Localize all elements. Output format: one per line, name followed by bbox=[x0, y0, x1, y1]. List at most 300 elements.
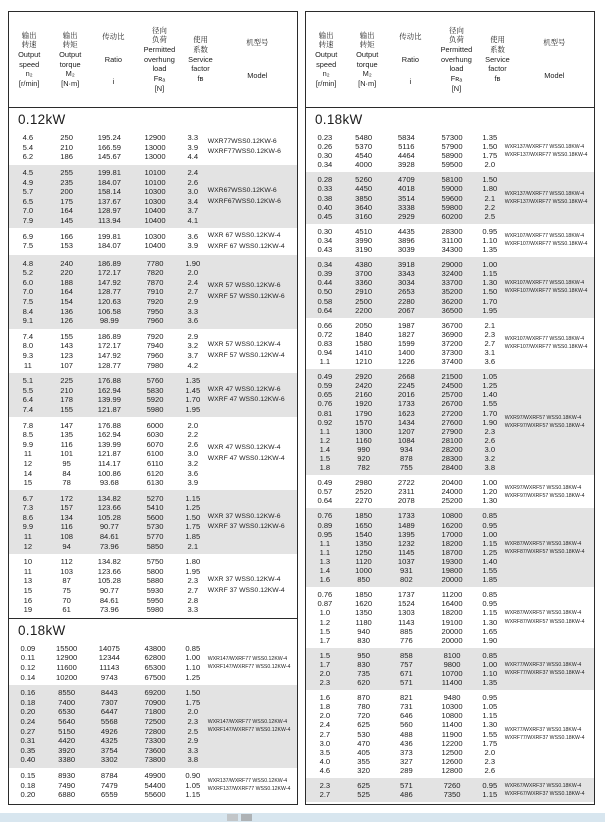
model-label: WXRF97/WXRF57 WSS0.18KW-4 bbox=[504, 492, 585, 499]
rows-group bbox=[306, 260, 505, 315]
cell-overhung-load: 6130 bbox=[146, 478, 164, 488]
table-row bbox=[9, 493, 208, 503]
cell-output-torque: 1570 bbox=[355, 417, 373, 427]
cell-overhung-load: 5270 bbox=[146, 493, 164, 503]
table-row bbox=[306, 133, 505, 142]
header-col-service-factor bbox=[480, 12, 515, 107]
header-line: 输出 bbox=[359, 30, 375, 40]
cell-ratio: 147.92 bbox=[97, 350, 121, 360]
cell-output-speed: 9.1 bbox=[22, 316, 34, 326]
cell-overhung-load: 7920 bbox=[146, 331, 164, 341]
cell-ratio: 186.89 bbox=[97, 258, 121, 268]
cell-output-speed: 0.18 bbox=[20, 697, 36, 707]
cell-overhung-load: 18200 bbox=[441, 608, 463, 618]
cell-service-factor: 1.30 bbox=[482, 617, 498, 627]
model-label: WXR 47 WSS0.12KW-4 bbox=[207, 444, 281, 452]
table-row bbox=[9, 351, 208, 361]
section-title: 0.12kW bbox=[18, 112, 66, 127]
header-line: n₂ bbox=[25, 69, 33, 79]
table-row bbox=[9, 513, 208, 523]
cell-output-torque: 188 bbox=[60, 277, 73, 287]
cell-ratio: 934 bbox=[400, 444, 413, 454]
cell-overhung-load: 35200 bbox=[441, 287, 463, 297]
rows-group bbox=[9, 688, 208, 765]
cell-output-speed: 11 bbox=[23, 532, 32, 542]
cell-service-factor: 3.7 bbox=[187, 350, 199, 360]
cell-output-speed: 0.34 bbox=[317, 235, 333, 245]
cell-ratio: 2016 bbox=[397, 390, 415, 400]
cell-overhung-load: 70900 bbox=[144, 697, 166, 707]
data-block bbox=[9, 554, 297, 618]
table-row bbox=[306, 454, 505, 463]
table-row bbox=[306, 194, 505, 203]
table-row bbox=[306, 227, 505, 236]
header-line: torque bbox=[356, 59, 378, 69]
cell-service-factor: 2.3 bbox=[484, 756, 496, 766]
data-block bbox=[306, 172, 594, 223]
table-row bbox=[306, 269, 505, 278]
cell-service-factor: 3.4 bbox=[187, 196, 199, 206]
cell-service-factor: 1.20 bbox=[482, 487, 498, 497]
cell-ratio: 3754 bbox=[100, 745, 118, 755]
data-block bbox=[9, 255, 297, 328]
cell-overhung-load: 67500 bbox=[144, 672, 166, 682]
data-block bbox=[9, 228, 297, 255]
model-cell bbox=[505, 590, 594, 645]
table-row bbox=[9, 187, 208, 197]
cell-output-speed: 5.1 bbox=[22, 376, 34, 386]
cell-output-speed: 2.3 bbox=[319, 678, 331, 688]
cell-output-torque: 70 bbox=[62, 595, 71, 605]
model-label: WXR147/WXRF77 WSS0.12KW-4 bbox=[207, 655, 288, 662]
cell-ratio: 120.63 bbox=[97, 297, 121, 307]
cell-ratio: 14075 bbox=[98, 643, 120, 653]
cell-ratio: 90.77 bbox=[99, 522, 119, 532]
model-label: WXRF147/WXRF77 WSS0.12KW-4 bbox=[207, 663, 291, 670]
model-label: WXRF97/WXRF57 WSS0.18KW-4 bbox=[504, 423, 585, 430]
cell-ratio: 858 bbox=[400, 650, 413, 660]
cell-output-torque: 2420 bbox=[355, 381, 373, 391]
cell-overhung-load: 10700 bbox=[441, 668, 463, 678]
rows-group bbox=[306, 227, 505, 254]
cell-output-torque: 1250 bbox=[355, 547, 373, 557]
cell-output-speed: 0.40 bbox=[317, 202, 333, 212]
cell-ratio: 1434 bbox=[397, 417, 415, 427]
cell-overhung-load: 36200 bbox=[441, 296, 463, 306]
table-row bbox=[306, 339, 505, 348]
cell-service-factor: 1.45 bbox=[185, 385, 201, 395]
section-0.12kW bbox=[9, 108, 297, 618]
cell-output-torque: 3360 bbox=[355, 278, 373, 288]
model-label: WXR 57 WSS0.12KW-6 bbox=[207, 282, 281, 290]
cell-service-factor: 3.8 bbox=[484, 463, 496, 473]
cell-overhung-load: 10400 bbox=[144, 206, 166, 216]
model-cell bbox=[505, 260, 594, 315]
cell-output-torque: 15500 bbox=[56, 643, 78, 653]
footer-decoration-square bbox=[241, 814, 252, 821]
cell-ratio: 123.66 bbox=[97, 503, 121, 513]
header-line: 转矩 bbox=[62, 40, 78, 50]
table-row bbox=[306, 730, 505, 739]
cell-service-factor: 0.95 bbox=[482, 599, 498, 609]
cell-service-factor: 2.3 bbox=[187, 716, 199, 726]
cell-overhung-load: 7920 bbox=[146, 297, 164, 307]
table-row bbox=[306, 260, 505, 269]
cell-output-torque: 145 bbox=[60, 215, 73, 225]
table-row bbox=[306, 445, 505, 454]
table-row bbox=[9, 717, 208, 727]
cell-output-speed: 0.95 bbox=[317, 529, 333, 539]
cell-service-factor: 1.00 bbox=[482, 659, 498, 669]
cell-output-torque: 108 bbox=[60, 532, 73, 542]
cell-service-factor: 1.80 bbox=[482, 184, 498, 194]
cell-ratio: 3338 bbox=[397, 202, 415, 212]
model-cell bbox=[208, 231, 297, 252]
model-cell bbox=[505, 693, 594, 775]
table-row bbox=[306, 590, 505, 599]
cell-output-speed: 8.4 bbox=[22, 306, 34, 316]
cell-overhung-load: 7870 bbox=[146, 277, 164, 287]
cell-ratio: 128.97 bbox=[97, 206, 121, 216]
cell-service-factor: 1.10 bbox=[185, 663, 201, 673]
rows-group bbox=[306, 590, 505, 645]
table-row bbox=[9, 152, 208, 162]
table-row bbox=[9, 672, 208, 682]
cell-output-speed: 0.89 bbox=[317, 520, 333, 530]
cell-ratio: 113.94 bbox=[98, 215, 121, 225]
table-row bbox=[306, 184, 505, 193]
table-row bbox=[9, 688, 208, 698]
table-row bbox=[9, 177, 208, 187]
cell-ratio: 3034 bbox=[397, 278, 415, 288]
model-label: WXR147/WXRF77 WSS0.12KW-4 bbox=[207, 719, 288, 726]
table-row bbox=[306, 608, 505, 617]
cell-output-speed: 14 bbox=[23, 468, 33, 478]
table-row bbox=[9, 726, 208, 736]
data-block bbox=[9, 490, 297, 554]
header-line: Ratio bbox=[104, 54, 122, 64]
cell-output-torque: 5640 bbox=[58, 716, 76, 726]
cell-overhung-load: 7820 bbox=[146, 268, 164, 278]
rows-group bbox=[306, 693, 505, 775]
cell-output-speed: 1.2 bbox=[319, 435, 331, 445]
rows-group bbox=[9, 258, 208, 325]
model-label: WXRF77/WXRF37 WSS0.18KW-4 bbox=[504, 669, 585, 676]
cell-service-factor: 2.1 bbox=[484, 193, 496, 203]
cell-service-factor: 1.90 bbox=[482, 635, 498, 645]
cell-service-factor: 1.25 bbox=[185, 503, 201, 513]
cell-output-torque: 1410 bbox=[355, 347, 373, 357]
header-line: Service bbox=[188, 54, 213, 64]
cell-overhung-load: 19800 bbox=[441, 566, 463, 576]
cell-service-factor: 0.85 bbox=[482, 511, 498, 521]
data-block bbox=[306, 648, 594, 690]
model-label: WXR107/WXRF77 WSS0.18KW-4 bbox=[504, 280, 585, 287]
cell-service-factor: 4.2 bbox=[187, 360, 199, 370]
cell-output-speed: 0.43 bbox=[317, 245, 333, 255]
model-cell bbox=[208, 258, 297, 325]
cell-ratio: 105.28 bbox=[97, 512, 121, 522]
header-line: 传动比 bbox=[102, 32, 125, 42]
cell-overhung-load: 19100 bbox=[441, 617, 463, 627]
cell-output-torque: 155 bbox=[60, 404, 73, 414]
rows-group bbox=[9, 376, 208, 414]
cell-output-speed: 0.92 bbox=[317, 417, 333, 427]
cell-output-speed: 4.9 bbox=[22, 177, 34, 187]
cell-output-speed: 0.59 bbox=[317, 381, 333, 391]
cell-output-torque: 1580 bbox=[355, 338, 373, 348]
cell-output-torque: 1790 bbox=[355, 408, 373, 418]
cell-overhung-load: 10100 bbox=[144, 177, 166, 187]
model-label: WXR77/WXRF37 WSS0.18KW-4 bbox=[504, 661, 582, 668]
table-row bbox=[9, 663, 208, 673]
data-block bbox=[9, 329, 297, 373]
model-label: WXRF 47 WSS0.12KW-6 bbox=[207, 396, 285, 404]
cell-ratio: 11143 bbox=[99, 663, 120, 673]
table-row bbox=[306, 693, 505, 702]
header-line: 使用 bbox=[193, 35, 208, 45]
table-row bbox=[306, 390, 505, 399]
cell-service-factor: 1.95 bbox=[185, 566, 201, 576]
model-label: WXRF67WSS0.12KW-6 bbox=[207, 197, 281, 205]
cell-output-torque: 530 bbox=[357, 729, 370, 739]
model-label: WXRF 67 WSS0.12KW-4 bbox=[207, 242, 285, 250]
cell-overhung-load: 20000 bbox=[441, 575, 463, 585]
cell-ratio: 571 bbox=[400, 678, 413, 688]
header-line: Model bbox=[247, 71, 268, 81]
cell-overhung-load: 6120 bbox=[146, 468, 164, 478]
cell-overhung-load: 5980 bbox=[146, 605, 164, 615]
cell-ratio: 123.66 bbox=[97, 566, 121, 576]
cell-output-torque: 1540 bbox=[355, 529, 373, 539]
model-cell bbox=[505, 372, 594, 472]
table-row bbox=[9, 449, 208, 459]
cell-ratio: 2668 bbox=[397, 372, 415, 382]
cell-service-factor: 1.80 bbox=[185, 557, 201, 567]
cell-output-speed: 0.28 bbox=[317, 175, 333, 185]
cell-ratio: 73.96 bbox=[99, 605, 119, 615]
cell-overhung-load: 65300 bbox=[144, 663, 166, 673]
cell-service-factor: 1.05 bbox=[482, 372, 498, 382]
cell-ratio: 90.77 bbox=[99, 586, 119, 596]
cell-output-speed: 7.5 bbox=[22, 297, 34, 307]
cell-ratio: 6447 bbox=[100, 707, 118, 717]
header-line: 转矩 bbox=[359, 40, 375, 50]
cell-output-speed: 6.9 bbox=[22, 231, 34, 241]
cell-output-speed: 4.5 bbox=[22, 168, 34, 178]
cell-ratio: 731 bbox=[400, 702, 413, 712]
cell-overhung-load: 54400 bbox=[144, 780, 166, 790]
header-line: speed bbox=[316, 59, 337, 69]
cell-overhung-load: 6100 bbox=[146, 449, 164, 459]
cell-output-speed: 0.31 bbox=[20, 736, 36, 746]
cell-output-speed: 8.5 bbox=[22, 430, 34, 440]
cell-output-torque: 135 bbox=[60, 430, 73, 440]
cell-overhung-load: 5850 bbox=[146, 541, 164, 551]
cell-output-torque: 87 bbox=[62, 576, 71, 586]
model-label: WXRF 57 WSS0.12KW-6 bbox=[207, 292, 285, 300]
cell-output-torque: 830 bbox=[357, 659, 370, 669]
cell-overhung-load: 10400 bbox=[144, 215, 166, 225]
cell-ratio: 1733 bbox=[397, 511, 415, 521]
cell-output-torque: 178 bbox=[60, 395, 73, 405]
cell-output-speed: 0.15 bbox=[20, 770, 36, 780]
data-block bbox=[306, 130, 594, 172]
table-row bbox=[9, 478, 208, 488]
model-label: WXR77WSS0.12KW-6 bbox=[207, 137, 277, 145]
cell-service-factor: 1.55 bbox=[482, 566, 498, 576]
cell-overhung-load: 10300 bbox=[144, 196, 166, 206]
cell-overhung-load: 12800 bbox=[441, 765, 463, 775]
table-row bbox=[9, 168, 208, 178]
cell-ratio: 560 bbox=[400, 720, 413, 730]
header-line: Output bbox=[315, 49, 338, 59]
rows-group bbox=[9, 133, 208, 162]
table-row bbox=[9, 306, 208, 316]
cell-output-speed: 2.0 bbox=[319, 668, 331, 678]
cell-output-torque: 240 bbox=[60, 258, 73, 268]
table-row bbox=[9, 576, 208, 586]
cell-overhung-load: 62800 bbox=[144, 653, 166, 663]
cell-overhung-load: 10400 bbox=[144, 241, 166, 251]
cell-output-speed: 3.0 bbox=[319, 738, 331, 748]
cell-output-speed: 8.6 bbox=[22, 512, 34, 522]
model-label: WXR67WSS0.12KW-6 bbox=[207, 187, 277, 195]
cell-service-factor: 1.15 bbox=[482, 269, 498, 279]
model-cell bbox=[505, 651, 594, 687]
cell-overhung-load: 10300 bbox=[144, 231, 166, 241]
model-label: WXR137/WXRF77 WSS0.18KW-4 bbox=[504, 144, 585, 151]
model-cell bbox=[208, 332, 297, 370]
header-line: 系数 bbox=[193, 45, 208, 55]
cell-ratio: 5834 bbox=[397, 133, 415, 142]
cell-output-torque: 4450 bbox=[355, 184, 373, 194]
cell-service-factor: 2.6 bbox=[484, 765, 496, 775]
header-line: Output bbox=[59, 49, 82, 59]
table-row bbox=[306, 487, 505, 496]
cell-output-speed: 1.5 bbox=[319, 650, 331, 660]
cell-service-factor: 2.0 bbox=[187, 707, 199, 717]
cell-overhung-load: 36700 bbox=[441, 320, 463, 330]
table-row bbox=[9, 644, 208, 654]
cell-overhung-load: 60200 bbox=[441, 211, 463, 221]
cell-ratio: 1395 bbox=[397, 529, 415, 539]
cell-ratio: 289 bbox=[400, 765, 413, 775]
cell-service-factor: 1.15 bbox=[185, 790, 201, 800]
cell-overhung-load: 26700 bbox=[441, 399, 463, 409]
header-line: 负荷 bbox=[152, 35, 167, 45]
cell-output-torque: 116 bbox=[60, 522, 73, 532]
cell-output-speed: 0.09 bbox=[20, 643, 36, 653]
cell-output-torque: 164 bbox=[60, 287, 73, 297]
cell-service-factor: 1.30 bbox=[482, 496, 498, 506]
cell-output-speed: 6.4 bbox=[22, 395, 34, 405]
header-line: i bbox=[409, 77, 412, 86]
table-row bbox=[9, 360, 208, 370]
table-row bbox=[9, 395, 208, 405]
cell-service-factor: 3.9 bbox=[187, 478, 199, 488]
cell-ratio: 1145 bbox=[398, 547, 415, 557]
cell-output-torque: 103 bbox=[60, 566, 73, 576]
table-row bbox=[306, 521, 505, 530]
header-col-model bbox=[218, 12, 297, 107]
header-line: speed bbox=[19, 59, 40, 69]
data-block bbox=[9, 768, 297, 803]
table-row bbox=[306, 636, 505, 645]
cell-service-factor: 0.85 bbox=[185, 643, 201, 653]
cell-output-speed: 19 bbox=[23, 605, 33, 615]
model-cell bbox=[505, 781, 594, 799]
cell-service-factor: 1.00 bbox=[482, 529, 498, 539]
cell-output-speed: 6.5 bbox=[22, 196, 34, 206]
cell-ratio: 139.99 bbox=[97, 439, 121, 449]
data-block bbox=[306, 587, 594, 648]
cell-output-speed: 11 bbox=[23, 360, 32, 370]
table-row bbox=[9, 133, 208, 143]
cell-service-factor: 0.95 bbox=[482, 781, 498, 790]
cell-output-torque: 8550 bbox=[58, 688, 76, 698]
cell-ratio: 7307 bbox=[100, 697, 118, 707]
cell-output-torque: 3700 bbox=[355, 269, 373, 279]
cell-output-torque: 166 bbox=[60, 231, 73, 241]
cell-overhung-load: 5800 bbox=[146, 566, 164, 576]
cell-output-torque: 3920 bbox=[58, 745, 76, 755]
cell-output-speed: 0.14 bbox=[20, 672, 36, 682]
rows-group bbox=[9, 231, 208, 252]
cell-ratio: 162.94 bbox=[97, 430, 121, 440]
cell-service-factor: 3.0 bbox=[187, 449, 199, 459]
cell-output-torque: 4510 bbox=[355, 226, 373, 236]
table-row bbox=[9, 532, 208, 542]
table-row bbox=[9, 405, 208, 415]
table-row bbox=[9, 503, 208, 513]
cell-output-torque: 1350 bbox=[355, 538, 373, 548]
cell-output-torque: 147 bbox=[60, 420, 73, 430]
cell-output-speed: 0.81 bbox=[317, 408, 333, 418]
cell-service-factor: 3.6 bbox=[187, 316, 199, 326]
cell-ratio: 93.68 bbox=[99, 478, 119, 488]
model-label: WXRF 47 WSS0.12KW-4 bbox=[207, 454, 285, 462]
cell-overhung-load: 11400 bbox=[441, 720, 463, 730]
cell-overhung-load: 12900 bbox=[144, 133, 166, 143]
cell-ratio: 106.58 bbox=[97, 306, 121, 316]
cell-ratio: 885 bbox=[400, 626, 413, 636]
cell-service-factor: 1.75 bbox=[185, 697, 201, 707]
table-row bbox=[9, 468, 208, 478]
cell-service-factor: 3.9 bbox=[187, 241, 199, 251]
cell-service-factor: 1.65 bbox=[482, 626, 498, 636]
cell-service-factor: 3.1 bbox=[484, 347, 496, 357]
cell-output-torque: 101 bbox=[60, 449, 73, 459]
cell-output-speed: 10 bbox=[23, 557, 33, 567]
cell-output-speed: 0.64 bbox=[317, 496, 333, 506]
cell-output-speed: 0.64 bbox=[317, 305, 333, 315]
cell-overhung-load: 37200 bbox=[441, 338, 463, 348]
cell-overhung-load: 7940 bbox=[146, 341, 164, 351]
cell-ratio: 4018 bbox=[397, 184, 415, 194]
cell-ratio: 327 bbox=[400, 756, 413, 766]
cell-service-factor: 1.50 bbox=[185, 688, 201, 698]
cell-output-speed: 1.3 bbox=[319, 556, 331, 566]
table-row bbox=[306, 478, 505, 487]
cell-overhung-load: 20000 bbox=[441, 635, 463, 645]
cell-overhung-load: 37400 bbox=[441, 357, 463, 367]
cell-ratio: 7479 bbox=[100, 780, 118, 790]
cell-service-factor: 1.00 bbox=[482, 478, 498, 488]
cell-service-factor: 1.00 bbox=[185, 653, 201, 663]
rows-group bbox=[306, 781, 505, 799]
table-row bbox=[9, 459, 208, 469]
